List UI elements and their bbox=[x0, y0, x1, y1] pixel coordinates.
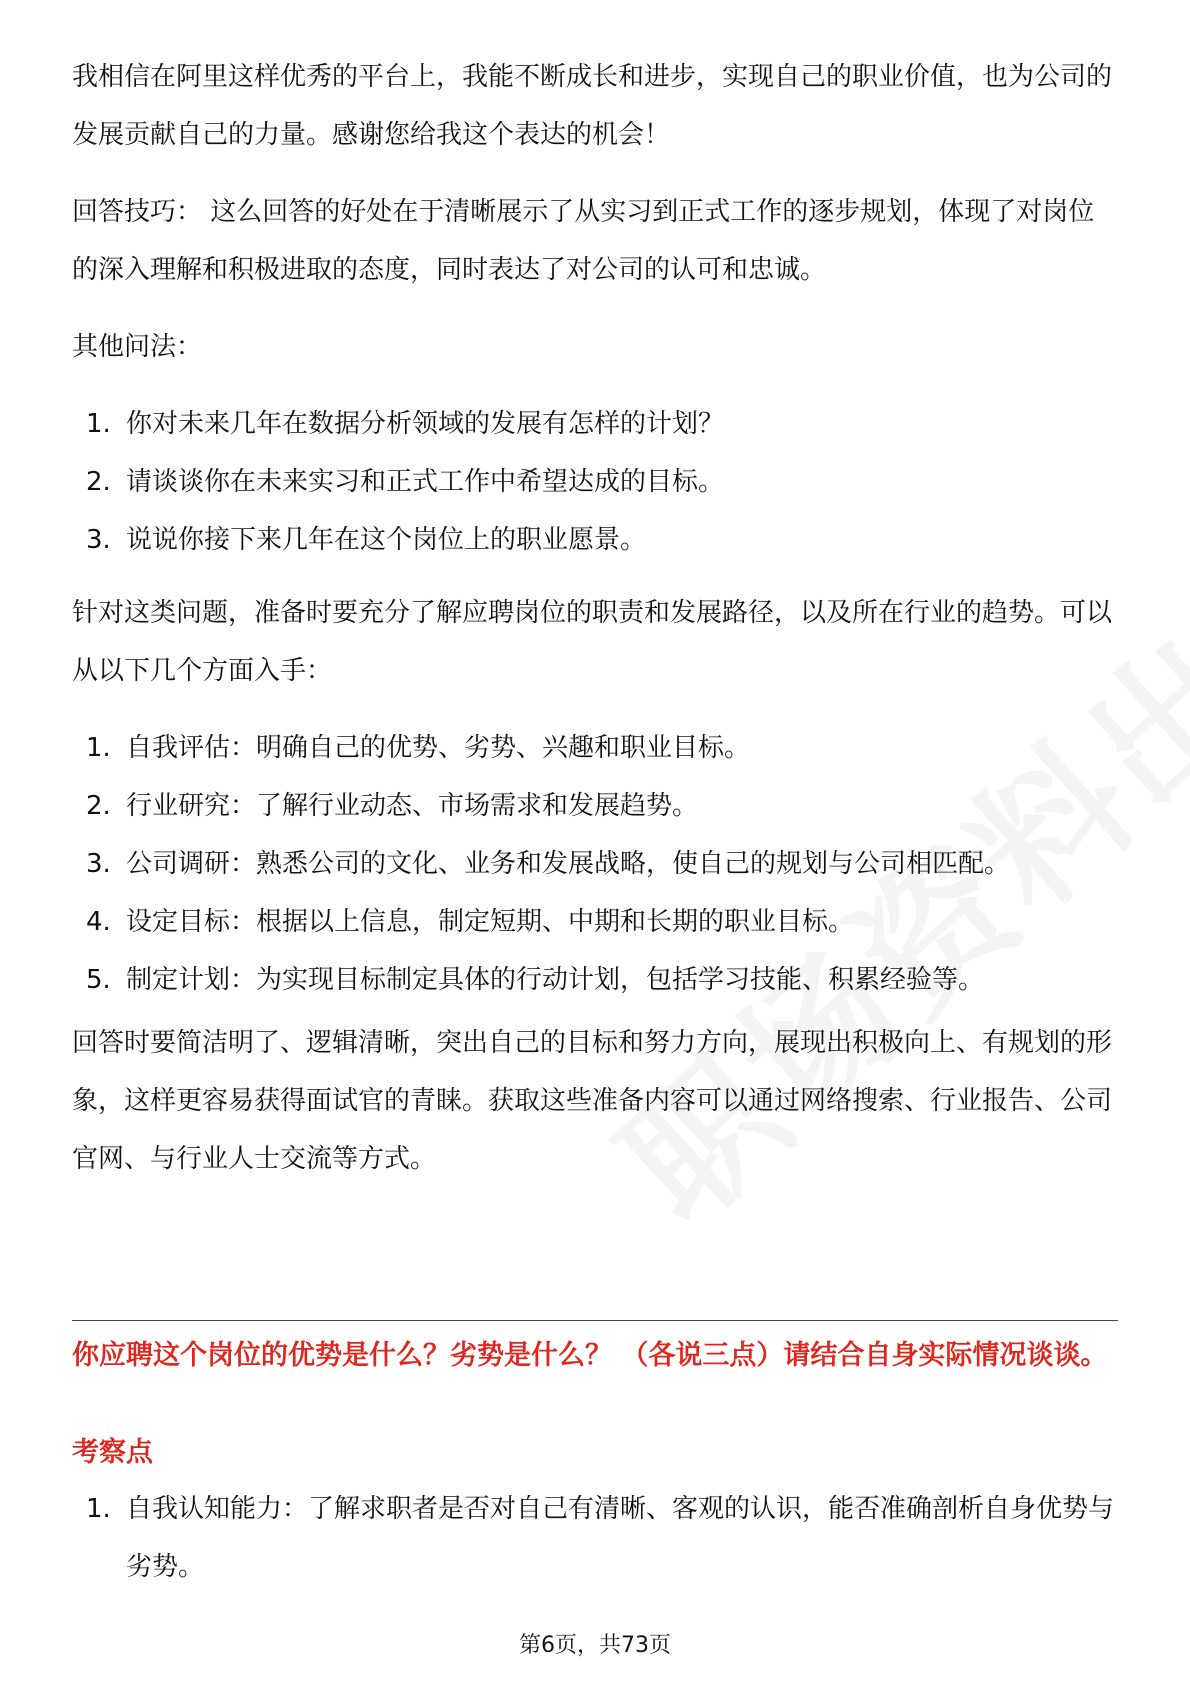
list-item bbox=[72, 951, 1118, 1009]
list-item-text: 你对未来几年在数据分析领域的发展有怎样的计划？ bbox=[126, 409, 725, 439]
list-number: 1. bbox=[86, 733, 111, 763]
list-number: 1. bbox=[86, 1494, 111, 1524]
paragraph-closing: 我相信在阿里这样优秀的平台上，我能不断成长和进步，实现自己的职业价值，也为公司的发展贡献自己的力量。感谢您给我这个表达的机会！ bbox=[72, 62, 1113, 150]
other-questions-list bbox=[72, 395, 1118, 569]
list-number: 3. bbox=[86, 525, 111, 555]
list-number: 3. bbox=[86, 849, 111, 879]
list-number: 2. bbox=[86, 467, 111, 497]
aspects-list bbox=[72, 719, 1118, 1009]
list-item bbox=[72, 1480, 1118, 1596]
list-item bbox=[72, 719, 1118, 777]
list-item-text: 自我认知能力：了解求职者是否对自己有清晰、客观的认识，能否准确剖析自身优势与劣势。 bbox=[126, 1494, 1115, 1582]
list-item-text: 设定目标：根据以上信息，制定短期、中期和长期的职业目标。 bbox=[126, 907, 855, 937]
list-item bbox=[72, 835, 1118, 893]
paragraph-answer-tips: 回答技巧： 这么回答的好处在于清晰展示了从实习到正式工作的逐步规划，体现了对岗位的深入理解和积极进取的态度，同时表达了对公司的认可和忠诚。 bbox=[72, 197, 1095, 285]
list-item-text: 请谈谈你在未来实习和正式工作中希望达成的目标。 bbox=[126, 467, 725, 497]
list-item bbox=[72, 453, 1118, 511]
list-item bbox=[72, 511, 1118, 569]
paragraph-answer-summary: 回答时要简洁明了、逻辑清晰，突出自己的目标和努力方向，展现出积极向上、有规划的形象，这样更容易获得面试官的青睐。获取这些准备内容可以通过网络搜索、行业报告、公司官网、与行业人士交流等方式。 bbox=[72, 1028, 1113, 1174]
list-item-text: 行业研究：了解行业动态、市场需求和发展趋势。 bbox=[126, 791, 699, 821]
list-number: 5. bbox=[86, 965, 111, 995]
list-item-text: 制定计划：为实现目标制定具体的行动计划，包括学习技能、积累经验等。 bbox=[126, 965, 985, 995]
list-item-text: 自我评估：明确自己的优势、劣势、兴趣和职业目标。 bbox=[126, 733, 751, 763]
list-item bbox=[72, 395, 1118, 453]
page-footer: 第6页，共73页 bbox=[519, 1633, 671, 1658]
list-item-text: 说说你接下来几年在这个岗位上的职业愿景。 bbox=[126, 525, 647, 555]
section-divider bbox=[72, 1320, 1118, 1321]
paragraph-preparation: 针对这类问题，准备时要充分了解应聘岗位的职责和发展路径，以及所在行业的趋势。可以从以下几个方面入手： bbox=[72, 598, 1113, 686]
list-item bbox=[72, 777, 1118, 835]
list-number: 4. bbox=[86, 907, 111, 937]
list-number: 2. bbox=[86, 791, 111, 821]
interview-question-heading: 你应聘这个岗位的优势是什么？劣势是什么？ （各说三点）请结合自身实际情况谈谈。 bbox=[72, 1340, 1108, 1371]
document-page bbox=[72, 0, 1118, 1684]
exam-points-heading: 考察点 bbox=[72, 1437, 153, 1468]
list-item bbox=[72, 893, 1118, 951]
list-item-text: 公司调研：熟悉公司的文化、业务和发展战略，使自己的规划与公司相匹配。 bbox=[126, 849, 1011, 879]
exam-points-list bbox=[72, 1480, 1118, 1596]
paragraph-other-questions-label: 其他问法： bbox=[72, 332, 203, 362]
list-number: 1. bbox=[86, 409, 111, 439]
